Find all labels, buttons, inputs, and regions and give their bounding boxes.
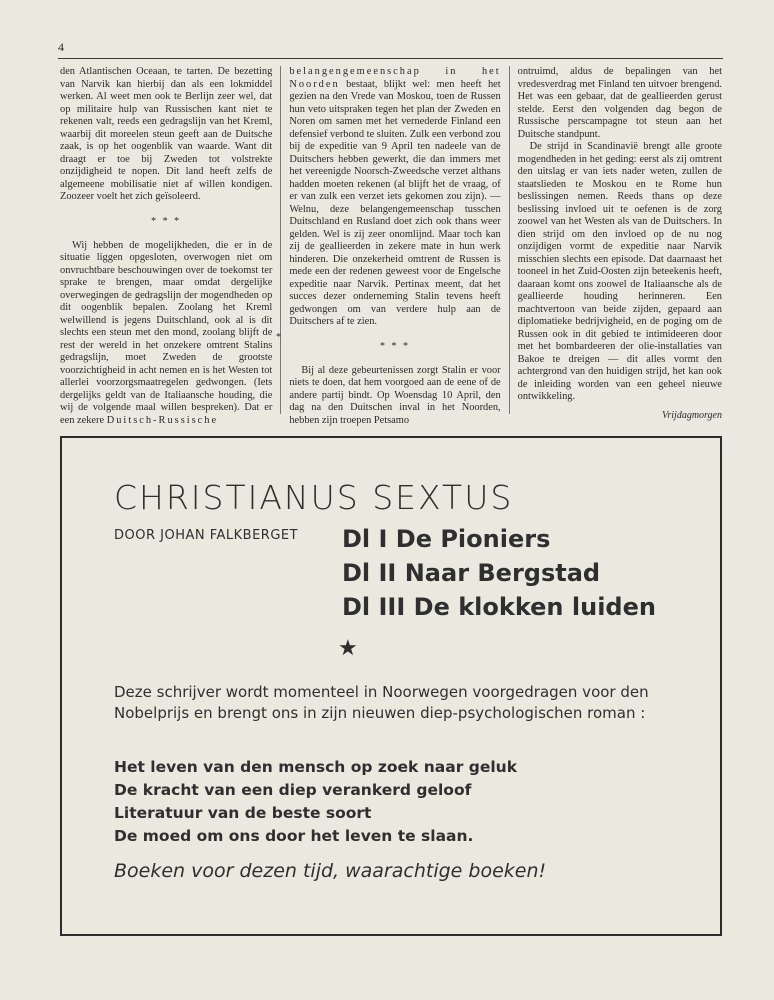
page-number: 4 (58, 40, 64, 54)
advertisement-title: CHRISTIANUS SEXTUS (114, 478, 514, 517)
column-3-paragraph-2: De strijd in Scandinavië brengt alle groote mogendheden in het geding: eerst als zij omtrent den uitslag er van iets nader weten, zullen de staatslieden te Moskou en te Rome hun beslissingen nemen. Reeds thans op deze beslissing invloed uit te oefenen is de zorg zoowel van het Westen als van de Duitschers. In dien strijd om den invloed op de nu nog onzijdigen vormt de expeditie naar Narvik misschien slechts een episode. Dat daarnaast het tooneel in het Zuid-Oosten zijn beteekenis heeft, daaraan komt ons zoowel de Italiaansche als de geallieerde houding herinneren. Een machtvertoon van beide zijden, gepaard aan diplomatieke bedrijvigheid, en de poging om de Russen ook in dit gebied te intimideeren door met het bombardeeren der olie-installaties van Bakoe te dreigen — dit alles vormt den achtergrond van den huidigen strijd, het kan ook de inleiding worden van een geheel nieuwe ontwikkeling. (517, 141, 722, 402)
column-1-paragraph-2 (60, 240, 272, 428)
advertisement-point-2: De kracht van een diep verankerd geloof (114, 781, 472, 799)
column-1-paragraph-2-text: Wij hebben de mogelijkheden, die er in de situatie liggen opgesloten, overwogen niet om onvruchtbare beschouwingen over de toekomst ter sprake te brengen, maar omdat dergelijke overwegingen de gedragslijn der mogendheden op dit oogenblik bepalen. Zoolang het Kreml welwillend is jegens Duitschland, ook al is dit slechts een steun met den mond, zoolang blijft de rest der wereld in het onzekere omtrent Stalins gedragslijn, moet Zweden de grootste voorzichtigheid in acht nemen en is het Westen tot allerlei voorzorgsmaatregelen gedwongen. (Iets dergelijks geldt van de Italiaansche houding, die wij de volgende maal willen bespreken). Dat er een zekere (60, 239, 273, 426)
advertisement-part-3: Dl III De klokken luiden (342, 593, 656, 621)
advertisement-point-1: Het leven van den mensch op zoek naar geluk (114, 758, 518, 776)
column-3-paragraph-1: ontruimd, aldus de bepalingen van het vredesverdrag met Finland ten uitvoer brengend. Het was een gebaar, dat de geallieerden gerust stelde. Eerst den volgenden dag begon de Russische perscampagne tot steun aan het Duitsche standpunt. (517, 66, 722, 140)
article-column-3 (510, 66, 722, 421)
advertisement-parts (342, 522, 656, 624)
article-column-2 (280, 66, 509, 426)
column-mark: * (276, 332, 281, 343)
advertisement-intro: Deze schrijver wordt momenteel in Noorwegen voorgedragen voor den Nobelprijs en brengt ons in zijn nieuwen diep-psychologischen roman : (114, 683, 649, 722)
star-icon: ★ (338, 636, 358, 661)
article-column-1 (60, 66, 280, 426)
column-1-paragraph-1: den Atlantischen Oceaan, te tarten. De bezetting van Narvik kan hierbij dan als een lokmiddel werken. Al weet men ook te Berlijn zeer wel, dat op militaire hulp van Russischen kant niet te rekenen valt, reeds een gedragslijn van het Kreml, waarbij dit moreelen steun geeft aan de Duitsche zaak, is op het oogenblik van waarde. Want dit draagt er toe bij Zweden tot volstrekte onzijdigheid te nopen. Dit land heeft zelfs de algemeene mobilisatie niet af willen kondigen. Zoozeer voelt het zich geïsoleerd. (60, 66, 273, 202)
column-2-paragraph-1-text: bestaat, blijkt wel: men heeft het gezien na den Vrede van Moskou, toen de Russen hun veto uitspraken tegen het plan der Zweden en Noren om samen met het vernederde Finland een defensief verbond te sluiten. Zulk een verbond zou bij de expeditie van 9 April ten nadeele van de Duitschers hebben gewerkt, die dan immers met het vereenigde Noorsch-Zweedsche verzet althans hadden moeten rekenen (al blijft het de vraag, of er van zulk een verzet iets gekomen zou zijn). — Welnu, deze belangengemeenschap tusschen Duitschland en Rusland doet zich ook thans weer gelden. Wel is zij zeer onomlijnd. Maar toch kan zij de geallieerden in zekere mate in hun werk hinderen. Die onzekerheid omtrent de Russen is mede een der redenen geweest voor de Engelsche expeditie naar Narvik. Pertinax meent, dat het succes dezer onderneming Stalin tevens heeft gedwongen om van verdere hulp aan de Duitschers af te zien. (289, 78, 501, 327)
column-2-paragraph-1 (289, 66, 500, 329)
advertisement-points (114, 756, 517, 848)
advertisement-part-1: Dl I De Pioniers (342, 525, 551, 553)
column-2-paragraph-2: Bij al deze gebeurtenissen zorgt Stalin er voor niets te doen, dat hem voorgoed aan de eene of de andere partij bindt. Op Woensdag 10 April, den dag na den Duitschen inval in het Noorden, hebben zijn troepen Petsamo (289, 364, 501, 426)
advertisement-author: DOOR JOHAN FALKBERGET (114, 528, 299, 543)
advertisement-part-2: Dl II Naar Bergstad (342, 559, 601, 587)
advertisement-closing: Boeken voor dezen tijd, waarachtige boeken! (114, 860, 547, 882)
column-2-asterism: * * * (379, 340, 410, 352)
advertisement-box (60, 436, 722, 936)
article-columns (60, 66, 722, 426)
advertisement-point-3: Literatuur van de beste soort (114, 804, 372, 822)
article-signature: Vrijdagmorgen (662, 409, 722, 421)
column-2-paragraph-1-head: belangengemeenschap in het Noorden (289, 66, 501, 90)
column-1-asterism: * * * (151, 215, 182, 227)
column-1-paragraph-2-tail: Duitsch-Russische (106, 414, 219, 426)
header-rule (58, 58, 723, 59)
advertisement-point-4: De moed om ons door het leven te slaan. (114, 827, 474, 845)
